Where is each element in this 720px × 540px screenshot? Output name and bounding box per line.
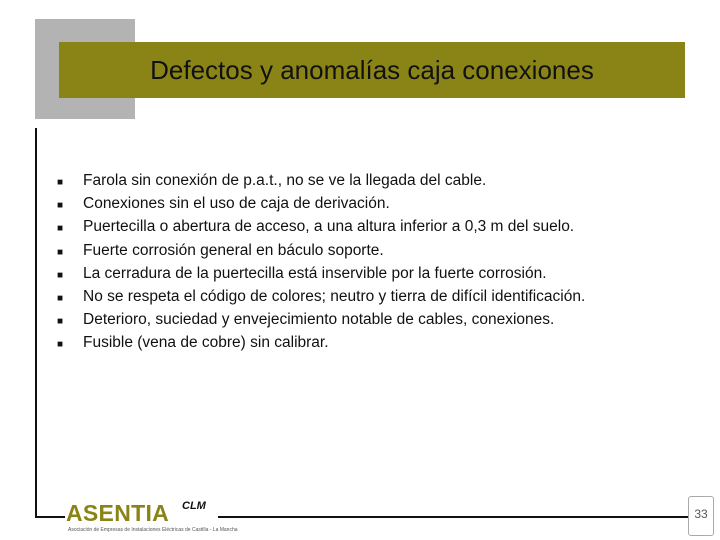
bullet-square-icon: ■ (57, 177, 64, 188)
left-border-line (35, 128, 37, 518)
bullet-square-icon: ■ (57, 269, 64, 281)
bullet-text: Conexiones sin el uso de caja de derivación. (83, 195, 390, 213)
bullet-square-icon: ■ (57, 316, 64, 328)
bullet-text: Deterioro, suciedad y envejecimiento notable de cables, conexiones. (83, 311, 555, 329)
bullet-text: Puertecilla o abertura de acceso, a una altura inferior a 0,3 m del suelo. (83, 218, 575, 236)
bullet-item (57, 334, 585, 357)
bullet-item (57, 288, 585, 311)
bottom-border-line-left (35, 516, 65, 518)
bullet-item (57, 311, 585, 334)
bullet-text: Farola sin conexión de p.a.t., no se ve la llegada del cable. (83, 172, 487, 189)
bullet-item (57, 265, 585, 288)
bullet-item (57, 195, 585, 218)
slide-title: Defectos y anomalías caja conexiones (150, 54, 594, 85)
bullet-text: No se respeta el código de colores; neutro y tierra de difícil identificación. (83, 287, 586, 305)
page-number: 33 (694, 507, 708, 521)
logo-name: ASENTIA (66, 500, 170, 526)
bottom-border-line-right (218, 516, 688, 518)
bullet-item (57, 242, 585, 265)
bullet-square-icon: ■ (57, 292, 64, 304)
logo-superscript: CLM (182, 500, 206, 512)
bullet-square-icon: ■ (57, 200, 64, 212)
bullet-list (57, 172, 585, 358)
bullet-text: La cerradura de la puertecilla está inservible por la fuerte corrosión. (83, 264, 547, 282)
asentia-logo (66, 497, 238, 537)
logo-tagline: Asociación de Empresas de Instalaciones Eléctricas de Castilla - La Mancha (68, 527, 238, 533)
bullet-square-icon: ■ (57, 246, 64, 258)
bullet-text: Fuerte corrosión general en báculo soporte. (83, 241, 384, 259)
bullet-square-icon: ■ (57, 339, 64, 351)
bullet-square-icon: ■ (57, 223, 64, 235)
bullet-item (57, 218, 585, 241)
bullet-item (57, 172, 585, 195)
bullet-text: Fusible (vena de cobre) sin calibrar. (83, 334, 329, 352)
